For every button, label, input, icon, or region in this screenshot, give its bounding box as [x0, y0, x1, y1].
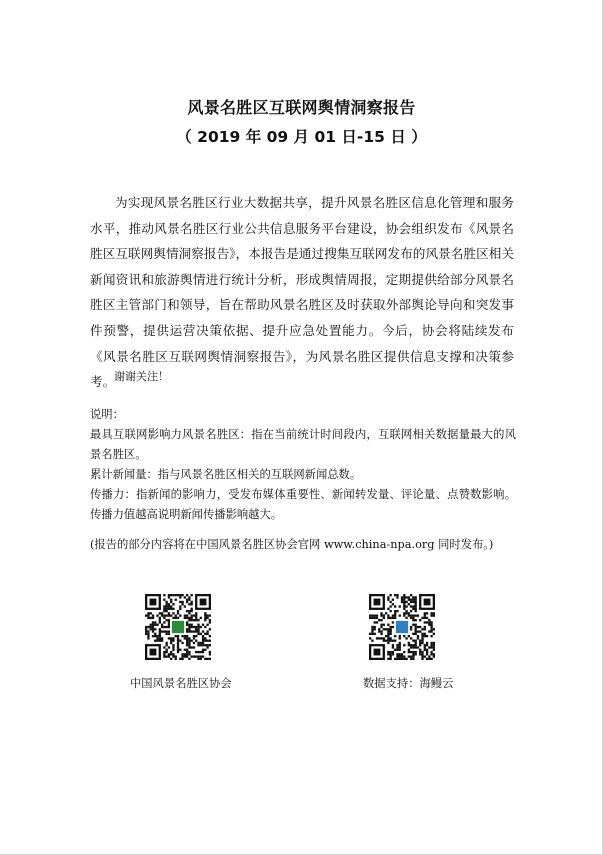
notes-section [90, 405, 516, 555]
report-title: 风景名胜区互联网舆情洞察报告 [187, 98, 416, 117]
note-item: 传播力：指新闻的影响力，受发布媒体重要性、新闻转发量、评论量、点赞数影响。传播力值越高说明新闻传播影响越大。 [90, 488, 516, 521]
publication-note: (报告的部分内容将在中国风景名胜区协会官网 www.china-npa.org 同时发布。) [90, 538, 494, 551]
qr-caption-data-support: 数据支持：海鳗云 [363, 677, 454, 690]
note-item: 累计新闻量：指与风景名胜区相关的互联网新闻总数。 [90, 468, 362, 481]
qr-code-icon [369, 594, 435, 660]
thanks-text: 谢谢关注！ [114, 370, 169, 383]
report-date-range: （ 2019 年 09 月 01 日-15 日 ） [176, 128, 427, 146]
intro-paragraph: 为实现风景名胜区行业大数据共享，提升风景名胜区信息化管理和服务水平，推动风景名胜区行业公共信息服务平台建设，协会组织发布《风景名胜区互联网舆情洞察报告》，本报告是通过搜集互联网发布的风景名胜区相关新闻资讯和旅游舆情进行统计分析，形成舆情周报，定期提供给部分风景名胜区主管部门和领导，旨在帮助风景名胜区及时获取外部舆论导向和突发事件预警，提供运营决策依据、提升应急处置能力。今后，协会将陆续发布《风景名胜区互联网舆情洞察报告》，为风景名胜区提供信息支撑和决策参考。 [90, 195, 514, 390]
note-item: 最具互联网影响力风景名胜区：指在当前统计时间段内，互联网相关数据量最大的风景名胜区。 [90, 428, 516, 461]
qr-code-icon [145, 594, 211, 660]
notes-heading: 说明： [90, 408, 124, 421]
qr-caption-association: 中国风景名胜区协会 [130, 677, 232, 690]
